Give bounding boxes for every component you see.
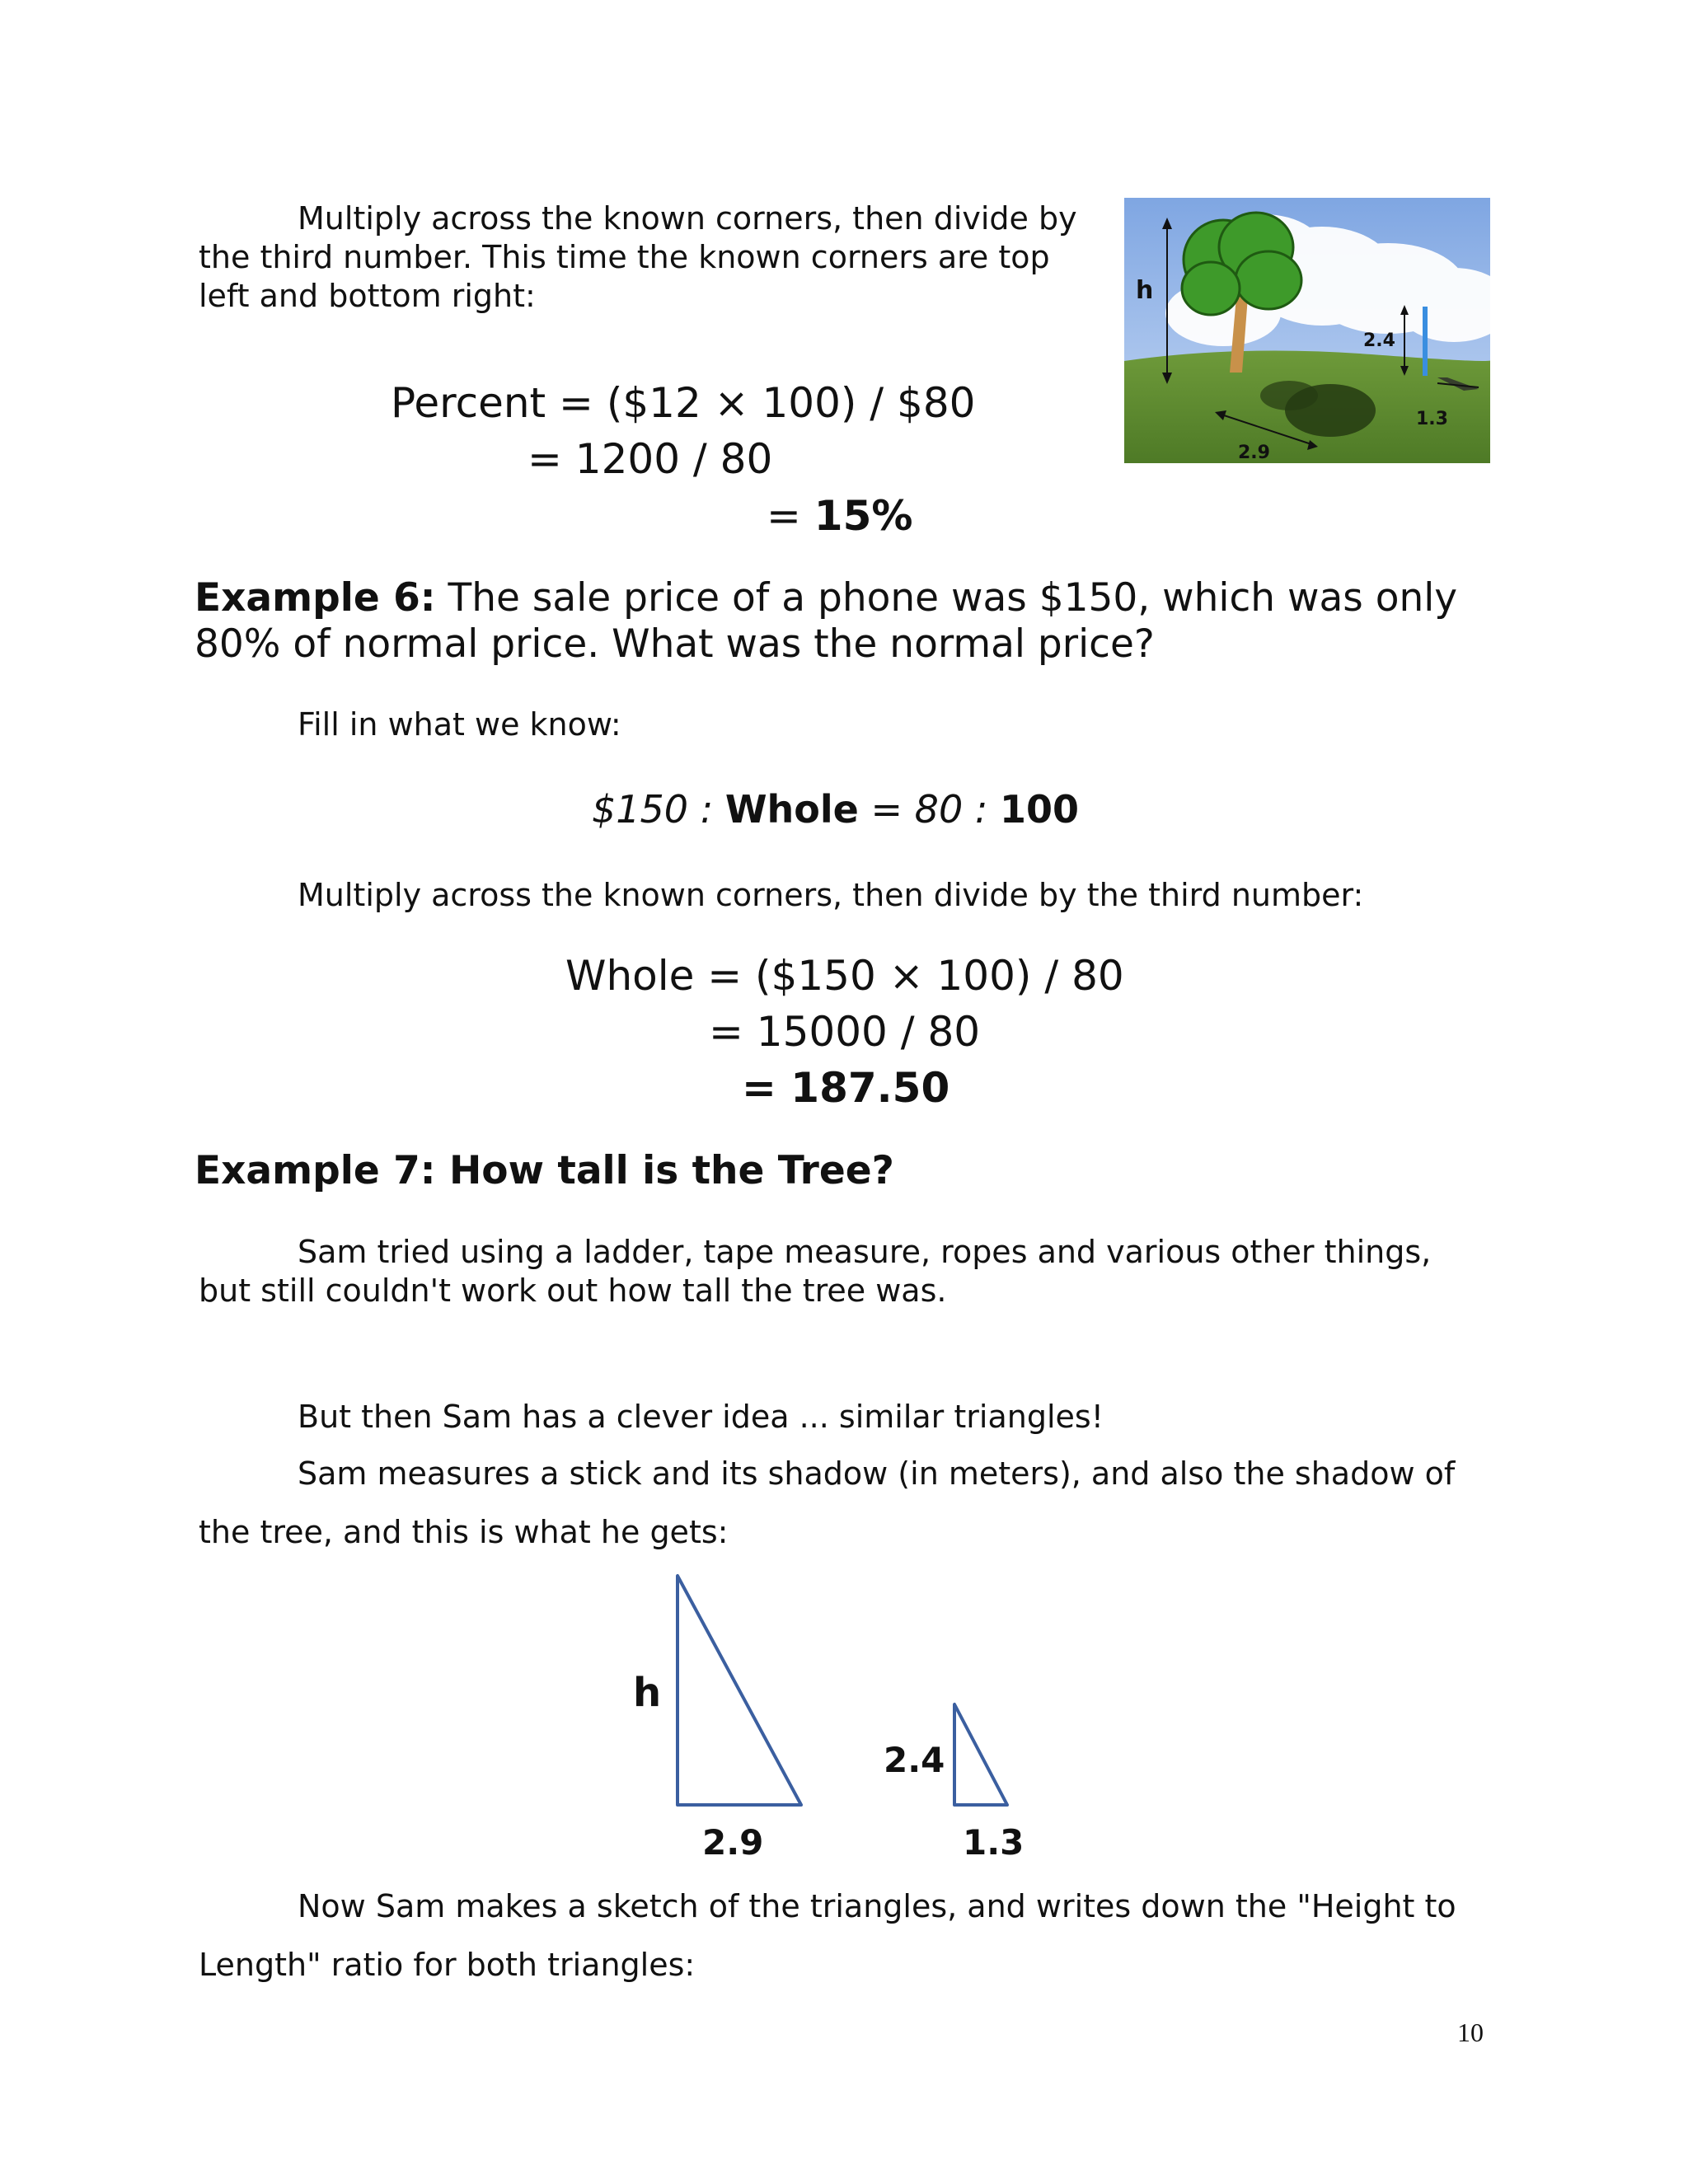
example6-calc-line-2: = 15000 / 80 xyxy=(709,1008,981,1056)
eq1-result: 15% xyxy=(814,492,913,540)
example7-p3-line-1: Sam measures a stick and its shadow (in meters), and also the shadow of xyxy=(298,1455,1456,1492)
example6-calc-line-1: Whole = ($150 × 100) / 80 xyxy=(565,952,1124,1000)
intro-line-3: left and bottom right: xyxy=(199,278,536,314)
small-triangle xyxy=(954,1704,1007,1805)
eq1-line-1: Percent = ($12 × 100) / $80 xyxy=(391,379,976,427)
example7-p2: But then Sam has a clever idea ... similar triangles! xyxy=(298,1399,1104,1435)
ratio-b: Whole xyxy=(724,787,859,832)
example6-text-2: 80% of normal price. What was the normal price? xyxy=(195,621,1155,667)
example7-heading: Example 7: How tall is the Tree? xyxy=(195,1148,894,1193)
example7-p4-line-2: Length" ratio for both triangles: xyxy=(199,1947,696,1983)
big-triangle xyxy=(678,1576,801,1805)
eq1-line-3-prefix: = xyxy=(767,492,814,540)
example6-result: = 187.50 xyxy=(742,1064,950,1112)
example7-p3-line-2: the tree, and this is what he gets: xyxy=(199,1514,729,1550)
illustration-stick-label: 2.4 xyxy=(1363,330,1395,351)
similar-triangles-diagram xyxy=(610,1566,1039,1863)
illustration-tree-shadow-label: 2.9 xyxy=(1238,443,1270,463)
example7-p1-line-2: but still couldn't work out how tall the tree was. xyxy=(199,1272,947,1309)
ratio-eq: = xyxy=(870,787,903,832)
example6-heading: Example 6: xyxy=(195,575,436,621)
example6-line-1 xyxy=(195,575,1457,621)
example6-text-1: The sale price of a phone was $150, which was only xyxy=(435,575,1458,621)
eq1-line-3 xyxy=(767,492,912,540)
ratio-a: $150 : xyxy=(592,787,714,832)
eq1-line-2: = 1200 / 80 xyxy=(528,435,773,483)
tree-shadow-illustration xyxy=(1124,198,1490,463)
big-triangle-height-label: h xyxy=(633,1670,662,1716)
illustration-stick-shadow-label: 1.3 xyxy=(1416,409,1448,429)
page-number: 10 xyxy=(1457,2018,1484,2047)
illustration-h-label: h xyxy=(1136,276,1154,305)
ratio-c: 80 : xyxy=(914,787,988,832)
small-triangle-base-label: 1.3 xyxy=(963,1822,1025,1863)
small-triangle-height-label: 2.4 xyxy=(884,1740,945,1780)
example7-p4-line-1: Now Sam makes a sketch of the triangles, and writes down the "Height to xyxy=(298,1888,1456,1924)
example6-fill: Fill in what we know: xyxy=(298,706,621,743)
intro-line-1: Multiply across the known corners, then divide by xyxy=(298,200,1077,237)
example6-ratio xyxy=(592,787,1079,832)
big-triangle-base-label: 2.9 xyxy=(702,1822,764,1863)
intro-line-2: the third number. This time the known corners are top xyxy=(199,239,1050,275)
example7-p1-line-1: Sam tried using a ladder, tape measure, ropes and various other things, xyxy=(298,1234,1432,1270)
ratio-d: 100 xyxy=(999,787,1079,832)
example6-multiply: Multiply across the known corners, then divide by the third number: xyxy=(298,877,1364,913)
